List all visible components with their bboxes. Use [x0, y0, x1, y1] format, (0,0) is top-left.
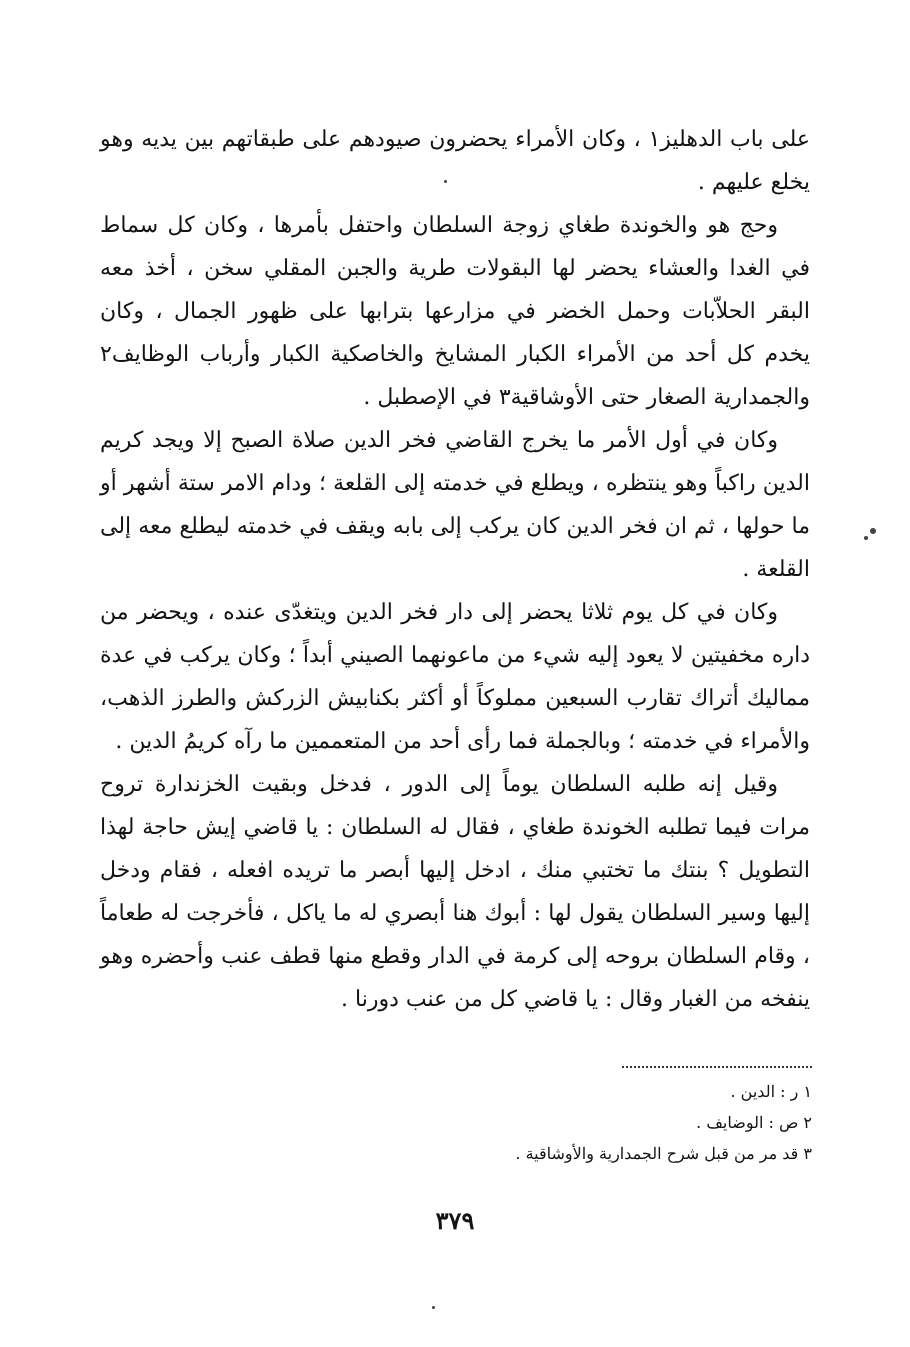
- scan-speck: [864, 536, 868, 540]
- scan-speck: [432, 1306, 435, 1309]
- footnote-2: ٢ ص : الوضايف .: [696, 1113, 812, 1132]
- footnotes: [300, 1076, 812, 1169]
- footnote-divider: [622, 1066, 812, 1068]
- scan-speck: [870, 528, 876, 534]
- footnote-3: ٣ قد مر من قبل شرح الجمدارية والأوشاقية .: [515, 1144, 812, 1163]
- paragraph-1: على باب الدهليز١ ، وكان الأمراء يحضرون صيودهم على طبقاتهم بين يديه وهو يخلع عليهم .: [100, 127, 810, 195]
- page-number: ٣٧٩: [435, 1206, 475, 1235]
- paragraph-4: وكان في كل يوم ثلاثا يحضر إلى دار فخر الدين ويتغدّى عنده ، ويحضر من داره مخفيتين لا يعود إليه شيء من ماعونهما الصيني أبداً ؛ وكان يركب في عدة مماليك أتراك تقارب السبعين مملوكاً أو أكثر بكنابيش الزركش والطرز الذهب، والأمراء في خدمته ؛ وبالجملة فما رأى أحد من المتعممين ما رآه كريمُ الدين .: [100, 600, 810, 754]
- paragraph-5: وقيل إنه طلبه السلطان يوماً إلى الدور ، فدخل وبقيت الخزندارة تروح مرات فيما تطلبه الخوندة طغاي ، فقال له السلطان : يا قاضي إيش حاجة لهذا التطويل ؟ بنتك ما تختبي منك ، ادخل إليها أبصر ما تريده افعله ، فقام ودخل إليها وسير السلطان يقول لها : أبوك هنا أبصري له ما ياكل ، فأخرجت له طعاماً ، وقام السلطان بروحه إلى كرمة في الدار وقطع منها قطف عنب وأحضره وهو ينفخه من الغبار وقال : يا قاضي كل من عنب دورنا .: [100, 772, 810, 1012]
- paragraph-2: وحج هو والخوندة طغاي زوجة السلطان واحتفل بأمرها ، وكان كل سماط في الغدا والعشاء يحضر لها البقولات طرية والجبن المقلي سخن ، أخذ معه البقر الحلاّبات وحمل الخضر في مزارعها بترابها على ظهور الجمال ، وكان يخدم كل أحد من الأمراء الكبار المشايخ والخاصكية الكبار وأرباب الوظايف٢ والجمدارية الصغار حتى الأوشاقية٣ في الإصطبل .: [100, 213, 810, 410]
- scan-speck: [444, 180, 447, 183]
- body-text: [100, 118, 810, 1021]
- footnote-1: ١ ر : الدين .: [730, 1082, 812, 1101]
- paragraph-3: وكان في أول الأمر ما يخرج القاضي فخر الدين صلاة الصبح إلا ويجد كريم الدين راكباً وهو ينتظره ، ويطلع في خدمته إلى القلعة ؛ ودام الامر ستة أشهر أو ما حولها ، ثم ان فخر الدين كان يركب إلى بابه ويقف في خدمته ليطلع معه إلى القلعة .: [100, 428, 811, 582]
